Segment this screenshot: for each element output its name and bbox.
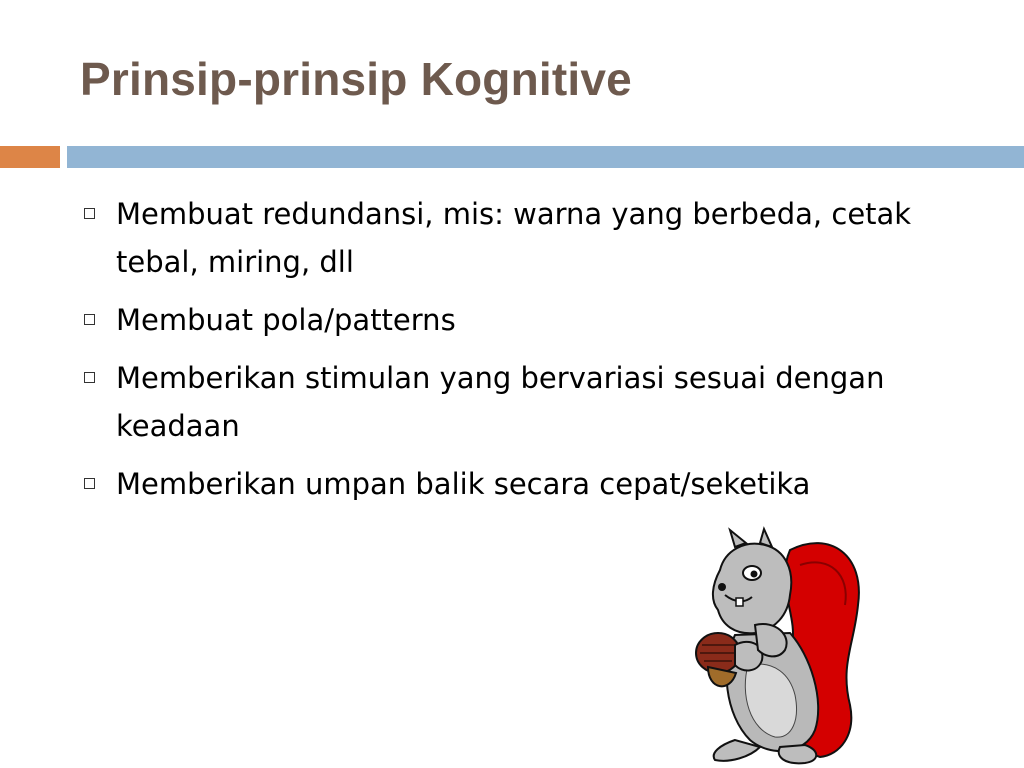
bullet-text: Memberikan stimulan yang bervariasi sesuai dengan keadaan xyxy=(116,361,885,443)
bullet-item xyxy=(82,354,962,450)
bullet-item xyxy=(82,190,962,286)
bullet-item xyxy=(82,460,962,508)
square-bullet-icon xyxy=(84,478,95,489)
square-bullet-icon xyxy=(84,208,95,219)
bullet-text: Memberikan umpan balik secara cepat/seketika xyxy=(116,467,811,501)
squirrel-with-acorn-icon xyxy=(680,525,870,768)
bullet-text: Membuat redundansi, mis: warna yang berbeda, cetak tebal, miring, dll xyxy=(116,197,912,279)
bullet-text: Membuat pola/patterns xyxy=(116,303,456,337)
bullet-list xyxy=(82,190,962,518)
accent-bar-blue xyxy=(67,146,1024,168)
square-bullet-icon xyxy=(84,372,95,383)
square-bullet-icon xyxy=(84,314,95,325)
accent-bar-orange xyxy=(0,146,60,168)
slide-title: Prinsip-prinsip Kognitive xyxy=(80,53,632,105)
bullet-item xyxy=(82,296,962,344)
